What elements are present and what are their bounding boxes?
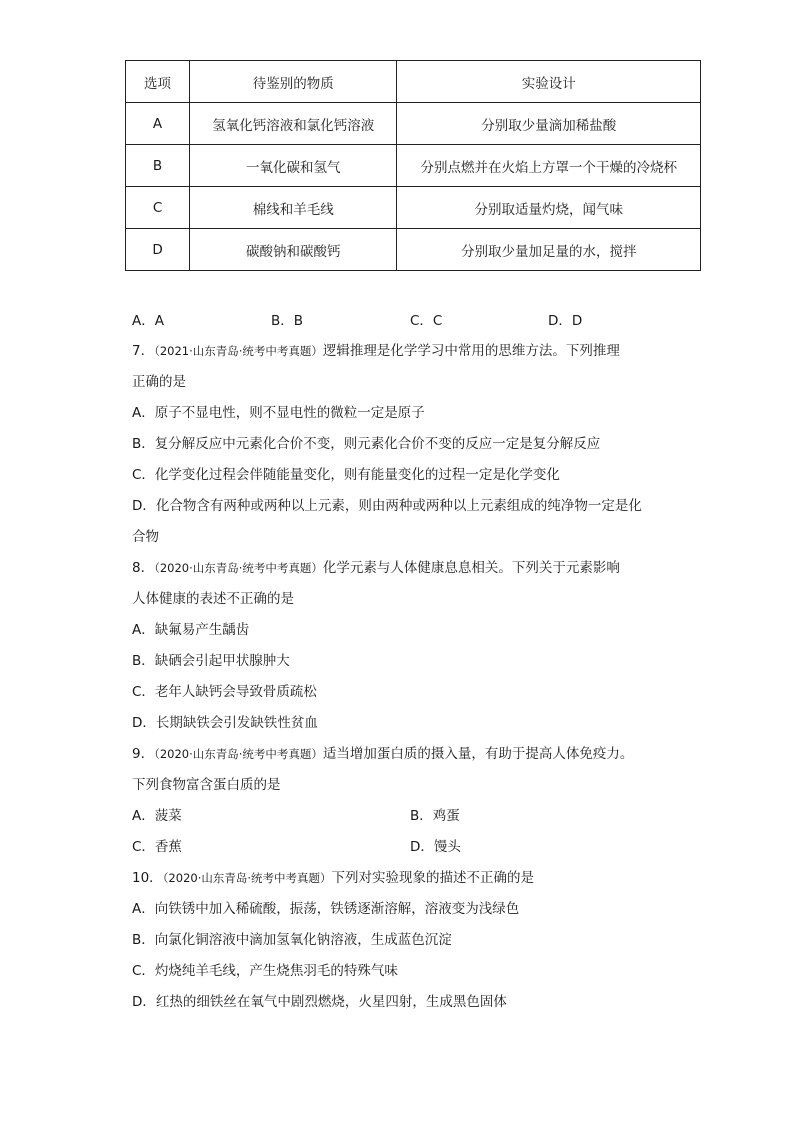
- table-row: [126, 145, 701, 187]
- q9-option-c: C．香蕉: [132, 839, 182, 855]
- q10-option-c: C．灼烧纯羊毛线，产生烧焦羽毛的特殊气味: [132, 963, 398, 979]
- table-cell: C: [126, 187, 190, 229]
- table-row: [126, 187, 701, 229]
- q9-stem-cont: 下列食物富含蛋白质的是: [132, 777, 281, 793]
- q8-option-a: A．缺氟易产生龋齿: [132, 622, 250, 638]
- q9-option-d: D．馒头: [410, 839, 461, 855]
- table-row: [126, 103, 701, 145]
- q9-source: （2020·山东青岛·统考中考真题）: [154, 747, 323, 761]
- q7-stem-line: [132, 336, 692, 367]
- q7-option-c: C．化学变化过程会伴随能量变化，则有能量变化的过程一定是化学变化: [132, 467, 560, 483]
- q8-stem-cont: 人体健康的表述不正确的是: [132, 591, 294, 607]
- table-header-cell: 实验设计: [397, 61, 701, 103]
- q7-option-b: B．复分解反应中元素化合价不变，则元素化合价不变的反应一定是复分解反应: [132, 436, 601, 452]
- table-header-row: [126, 61, 701, 103]
- q7-option-a: A．原子不显电性，则不显电性的微粒一定是原子: [132, 405, 425, 421]
- table-header-cell: 待鉴别的物质: [190, 61, 397, 103]
- table-cell: 分别取少量滴加稀盐酸: [397, 103, 701, 145]
- table-cell: 棉线和羊毛线: [190, 187, 397, 229]
- identification-table: [125, 60, 701, 271]
- q10-source: （2020·山东青岛·统考中考真题）: [162, 871, 332, 885]
- q6-options: [132, 309, 712, 331]
- table-cell: 分别点燃并在火焰上方罩一个干燥的冷烧杯: [397, 145, 701, 187]
- q7-stem: 逻辑推理是化学学习中常用的思维方法。下列推理: [322, 343, 620, 359]
- q10-option-b: B．向氯化铜溶液中滴加氢氧化钠溶液，生成蓝色沉淀: [132, 932, 452, 948]
- table-row: [126, 229, 701, 271]
- table-cell: 分别取适量灼烧，闻气味: [397, 187, 701, 229]
- table-cell: 氢氧化钙溶液和氯化钙溶液: [190, 103, 397, 145]
- table-cell: 碳酸钠和碳酸钙: [190, 229, 397, 271]
- q8-option-b: B．缺硒会引起甲状腺肿大: [132, 653, 290, 669]
- q10-option-a: A．向铁锈中加入稀硫酸，振荡，铁锈逐渐溶解，溶液变为浅绿色: [132, 901, 520, 917]
- q10-option-d: D．红热的细铁丝在氧气中剧烈燃烧，火星四射，生成黑色固体: [132, 994, 507, 1010]
- q9-option-b: B．鸡蛋: [410, 808, 460, 824]
- table-cell: 分别取少量加足量的水，搅拌: [397, 229, 701, 271]
- q6-option-a: A．A: [132, 313, 164, 329]
- question-10: [132, 863, 692, 1018]
- q7-source: （2021·山东青岛·统考中考真题）: [154, 344, 323, 358]
- q7-stem-cont: 正确的是: [132, 374, 186, 390]
- q8-stem: 化学元素与人体健康息息相关。下列关于元素影响: [322, 560, 620, 576]
- question-7: [132, 336, 692, 553]
- q10-stem: 下列对实验现象的描述不正确的是: [331, 870, 535, 886]
- q8-option-c: C．老年人缺钙会导致骨质疏松: [132, 684, 317, 700]
- q10-stem-line: [132, 863, 692, 894]
- q9-options-row-1: [132, 801, 692, 832]
- question-8: [132, 553, 692, 739]
- question-9: [132, 739, 692, 863]
- q9-number: 9．: [132, 746, 155, 762]
- table-cell: A: [126, 103, 190, 145]
- q9-options-row-2: [132, 832, 692, 863]
- q8-source: （2020·山东青岛·统考中考真题）: [154, 561, 323, 575]
- q7-option-d-cont: 合物: [132, 529, 159, 545]
- q9-option-a: A．菠菜: [132, 808, 182, 824]
- q7-number: 7．: [132, 343, 155, 359]
- table-header-cell: 选项: [126, 61, 190, 103]
- q6-option-b: B．B: [271, 313, 304, 329]
- q8-number: 8．: [132, 560, 155, 576]
- q10-number: 10．: [132, 870, 163, 886]
- q6-option-c: C．C: [410, 313, 443, 329]
- q9-stem: 适当增加蛋白质的摄入量，有助于提高人体免疫力。: [322, 746, 634, 762]
- table-cell: B: [126, 145, 190, 187]
- q8-option-d: D．长期缺铁会引发缺铁性贫血: [132, 715, 318, 731]
- q7-option-d: D．化合物含有两种或两种以上元素，则由两种或两种以上元素组成的纯净物一定是化: [132, 498, 642, 514]
- q9-stem-line: [132, 739, 692, 770]
- table-cell: 一氧化碳和氢气: [190, 145, 397, 187]
- q8-stem-line: [132, 553, 692, 584]
- q6-option-d: D．D: [548, 313, 583, 329]
- table-cell: D: [126, 229, 190, 271]
